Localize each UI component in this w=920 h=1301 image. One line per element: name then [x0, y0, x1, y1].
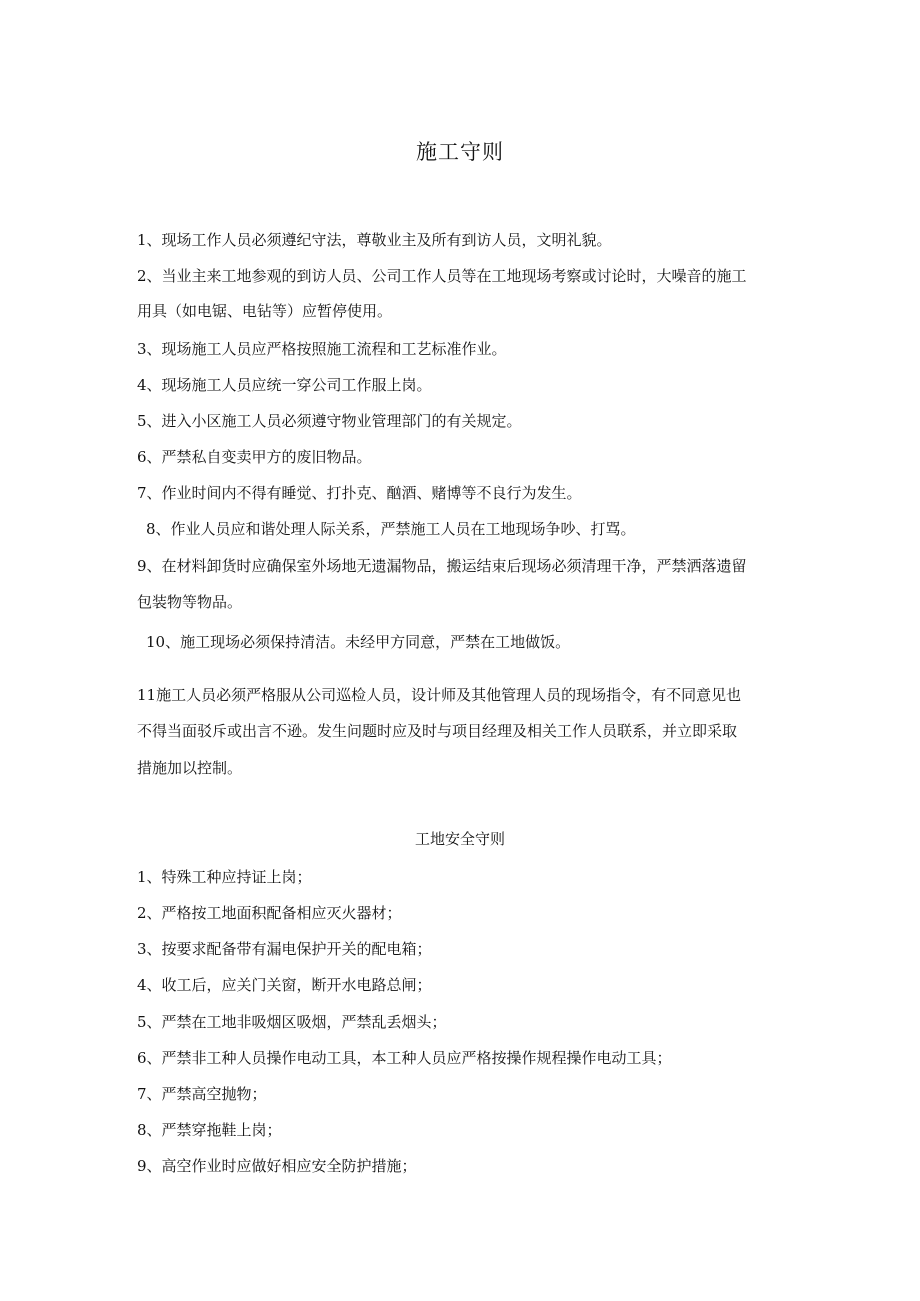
- rule-line: 6、严禁私自变卖甲方的废旧物品。: [137, 448, 372, 466]
- safety-rule-line: 1、特殊工种应持证上岗；: [137, 868, 312, 886]
- safety-rule-line: 3、按要求配备带有漏电保护开关的配电箱；: [137, 940, 432, 958]
- rule-line: 措施加以控制。: [137, 759, 243, 777]
- rule-line: 11施工人员必须严格服从公司巡检人员，设计师及其他管理人员的现场指令，有不同意见也: [137, 686, 742, 704]
- safety-rule-line: 9、高空作业时应做好相应安全防护措施；: [137, 1157, 417, 1175]
- rule-line: 3、现场施工人员应严格按照施工流程和工艺标准作业。: [137, 340, 507, 358]
- safety-rule-line: 5、严禁在工地非吸烟区吸烟，严禁乱丢烟头；: [137, 1013, 447, 1031]
- rule-line: 8、作业人员应和谐处理人际关系，严禁施工人员在工地现场争吵、打骂。: [146, 520, 636, 538]
- safety-rule-line: 7、严禁高空抛物；: [137, 1085, 267, 1103]
- page-title: 施工守则: [416, 140, 504, 164]
- rule-line: 7、作业时间内不得有睡觉、打扑克、酗酒、赌博等不良行为发生。: [137, 484, 582, 502]
- rule-line: 1、现场工作人员必须遵纪守法，尊敬业主及所有到访人员，文明礼貌。: [137, 231, 612, 249]
- rule-line: 不得当面驳斥或出言不逊。发生问题时应及时与项目经理及相关工作人员联系，并立即采取: [137, 722, 738, 740]
- rule-line: 包装物等物品。: [137, 593, 243, 611]
- rule-line: 2、当业主来工地参观的到访人员、公司工作人员等在工地现场考察或讨论时，大噪音的施工: [137, 267, 747, 285]
- safety-rule-line: 2、严格按工地面积配备相应灭火器材；: [137, 904, 402, 922]
- rule-line: 9、在材料卸货时应确保室外场地无遗漏物品，搬运结束后现场必须清理干净，严禁洒落遗留: [137, 557, 747, 575]
- safety-rule-line: 6、严禁非工种人员操作电动工具，本工种人员应严格按操作规程操作电动工具；: [137, 1049, 672, 1067]
- rule-line: 10、施工现场必须保持清洁。未经甲方同意，严禁在工地做饭。: [146, 633, 571, 651]
- rule-line: 5、进入小区施工人员必须遵守物业管理部门的有关规定。: [137, 412, 522, 430]
- rule-line: 4、现场施工人员应统一穿公司工作服上岗。: [137, 376, 432, 394]
- section-title: 工地安全守则: [414, 830, 505, 848]
- safety-rule-line: 4、收工后，应关门关窗，断开水电路总闸；: [137, 976, 432, 994]
- rule-line: 用具（如电锯、电钻等）应暂停使用。: [137, 302, 393, 320]
- safety-rule-line: 8、严禁穿拖鞋上岗；: [137, 1121, 282, 1139]
